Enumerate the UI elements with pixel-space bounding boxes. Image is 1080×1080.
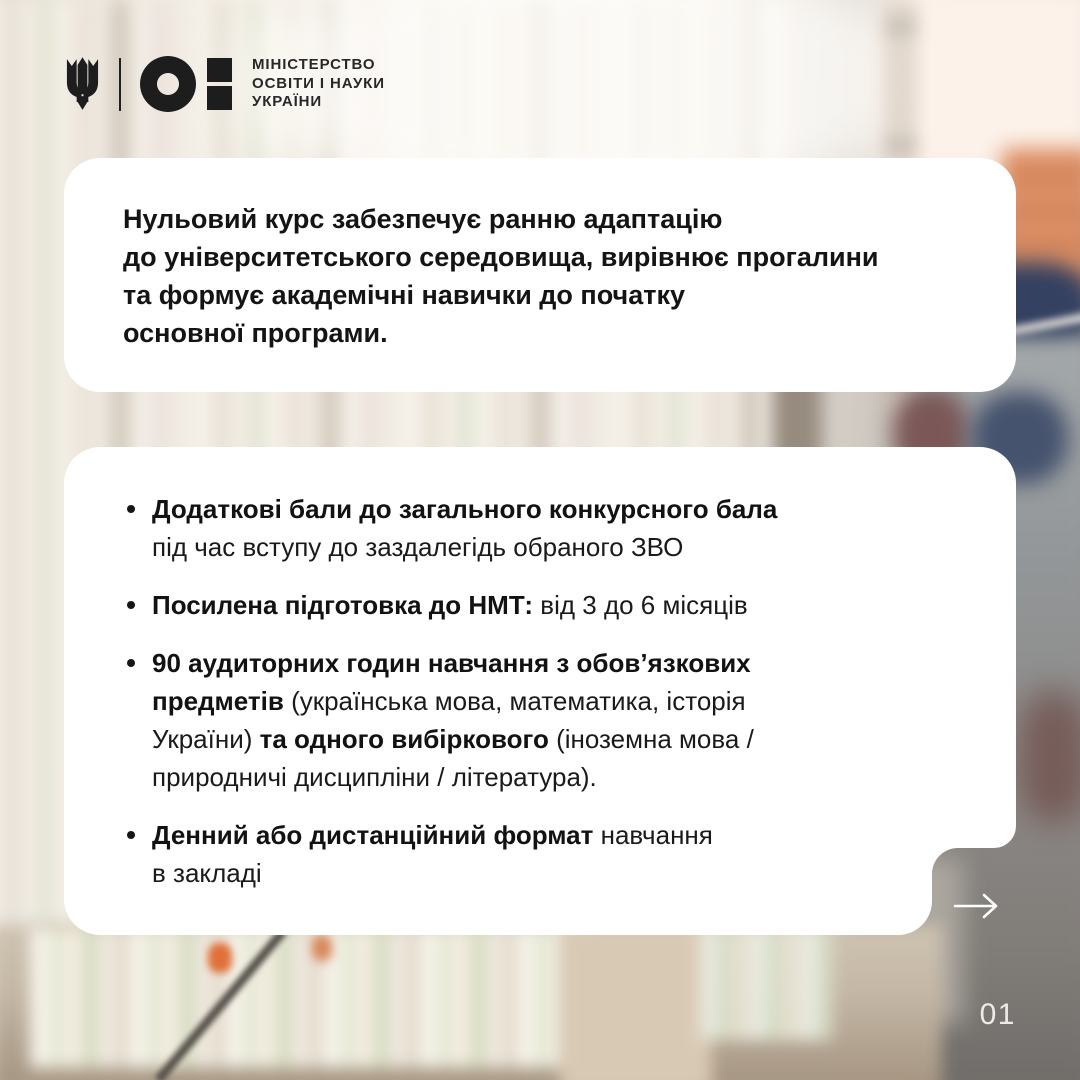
bullet-text: Посилена підготовка до НМТ: від 3 до 6 місяців [152,590,748,620]
benefits-card [64,447,1016,935]
intro-text-line: та формує академічні навички до початку [123,280,686,310]
bullet-dot-icon [127,601,135,609]
bg-book-tops [30,928,590,1068]
bg-orange-sticker [312,935,332,961]
bullet-item [127,644,980,796]
intro-text-line: до університетського середовища, вирівнює прогалини [123,242,879,272]
intro-text-line: основної програми. [123,318,388,348]
benefits-content [64,447,1016,892]
bullet-text: Додаткові бали до загального конкурсного бала під час вступу до заздалегідь обраного ЗВО [152,494,778,562]
bg-orange-sticker [208,943,232,973]
bullet-item [127,816,980,892]
bullet-text: Денний або дистанційний формат навчання в закладі [152,820,713,888]
bullet-item [127,586,980,624]
bg-shelf-panel [560,925,712,1080]
bullet-dot-icon [127,505,135,513]
logo-divider [119,58,121,111]
benefits-bullet-list [127,490,980,892]
intro-card [64,158,1016,392]
bg-book-tops [700,928,832,1040]
bullet-dot-icon [127,831,135,839]
bullet-item [127,490,980,566]
ministry-name-line: ОСВІТИ І НАУКИ [252,74,385,92]
header-logo-group [64,56,385,112]
page-number: 01 [979,998,1016,1031]
ministry-name [252,56,385,112]
ministry-name-line: МІНІСТЕРСТВО [252,56,376,74]
bullet-text: 90 аудиторних годин навчання з обов’язкових предметів (українська мова, математика, історія України) та одного вибіркового (іноземна мова / природничі дисципліни / література). [152,648,754,792]
intro-text-line: Нульовий курс забезпечує ранню адаптацію [123,204,723,234]
bg-red-blob [1018,690,1080,822]
next-arrow-icon[interactable] [951,888,1003,924]
mon-logo-icon [139,56,232,112]
ministry-name-line: УКРАЇНИ [252,93,323,111]
trident-coat-of-arms-icon [64,57,101,112]
bullet-dot-icon [127,659,135,667]
